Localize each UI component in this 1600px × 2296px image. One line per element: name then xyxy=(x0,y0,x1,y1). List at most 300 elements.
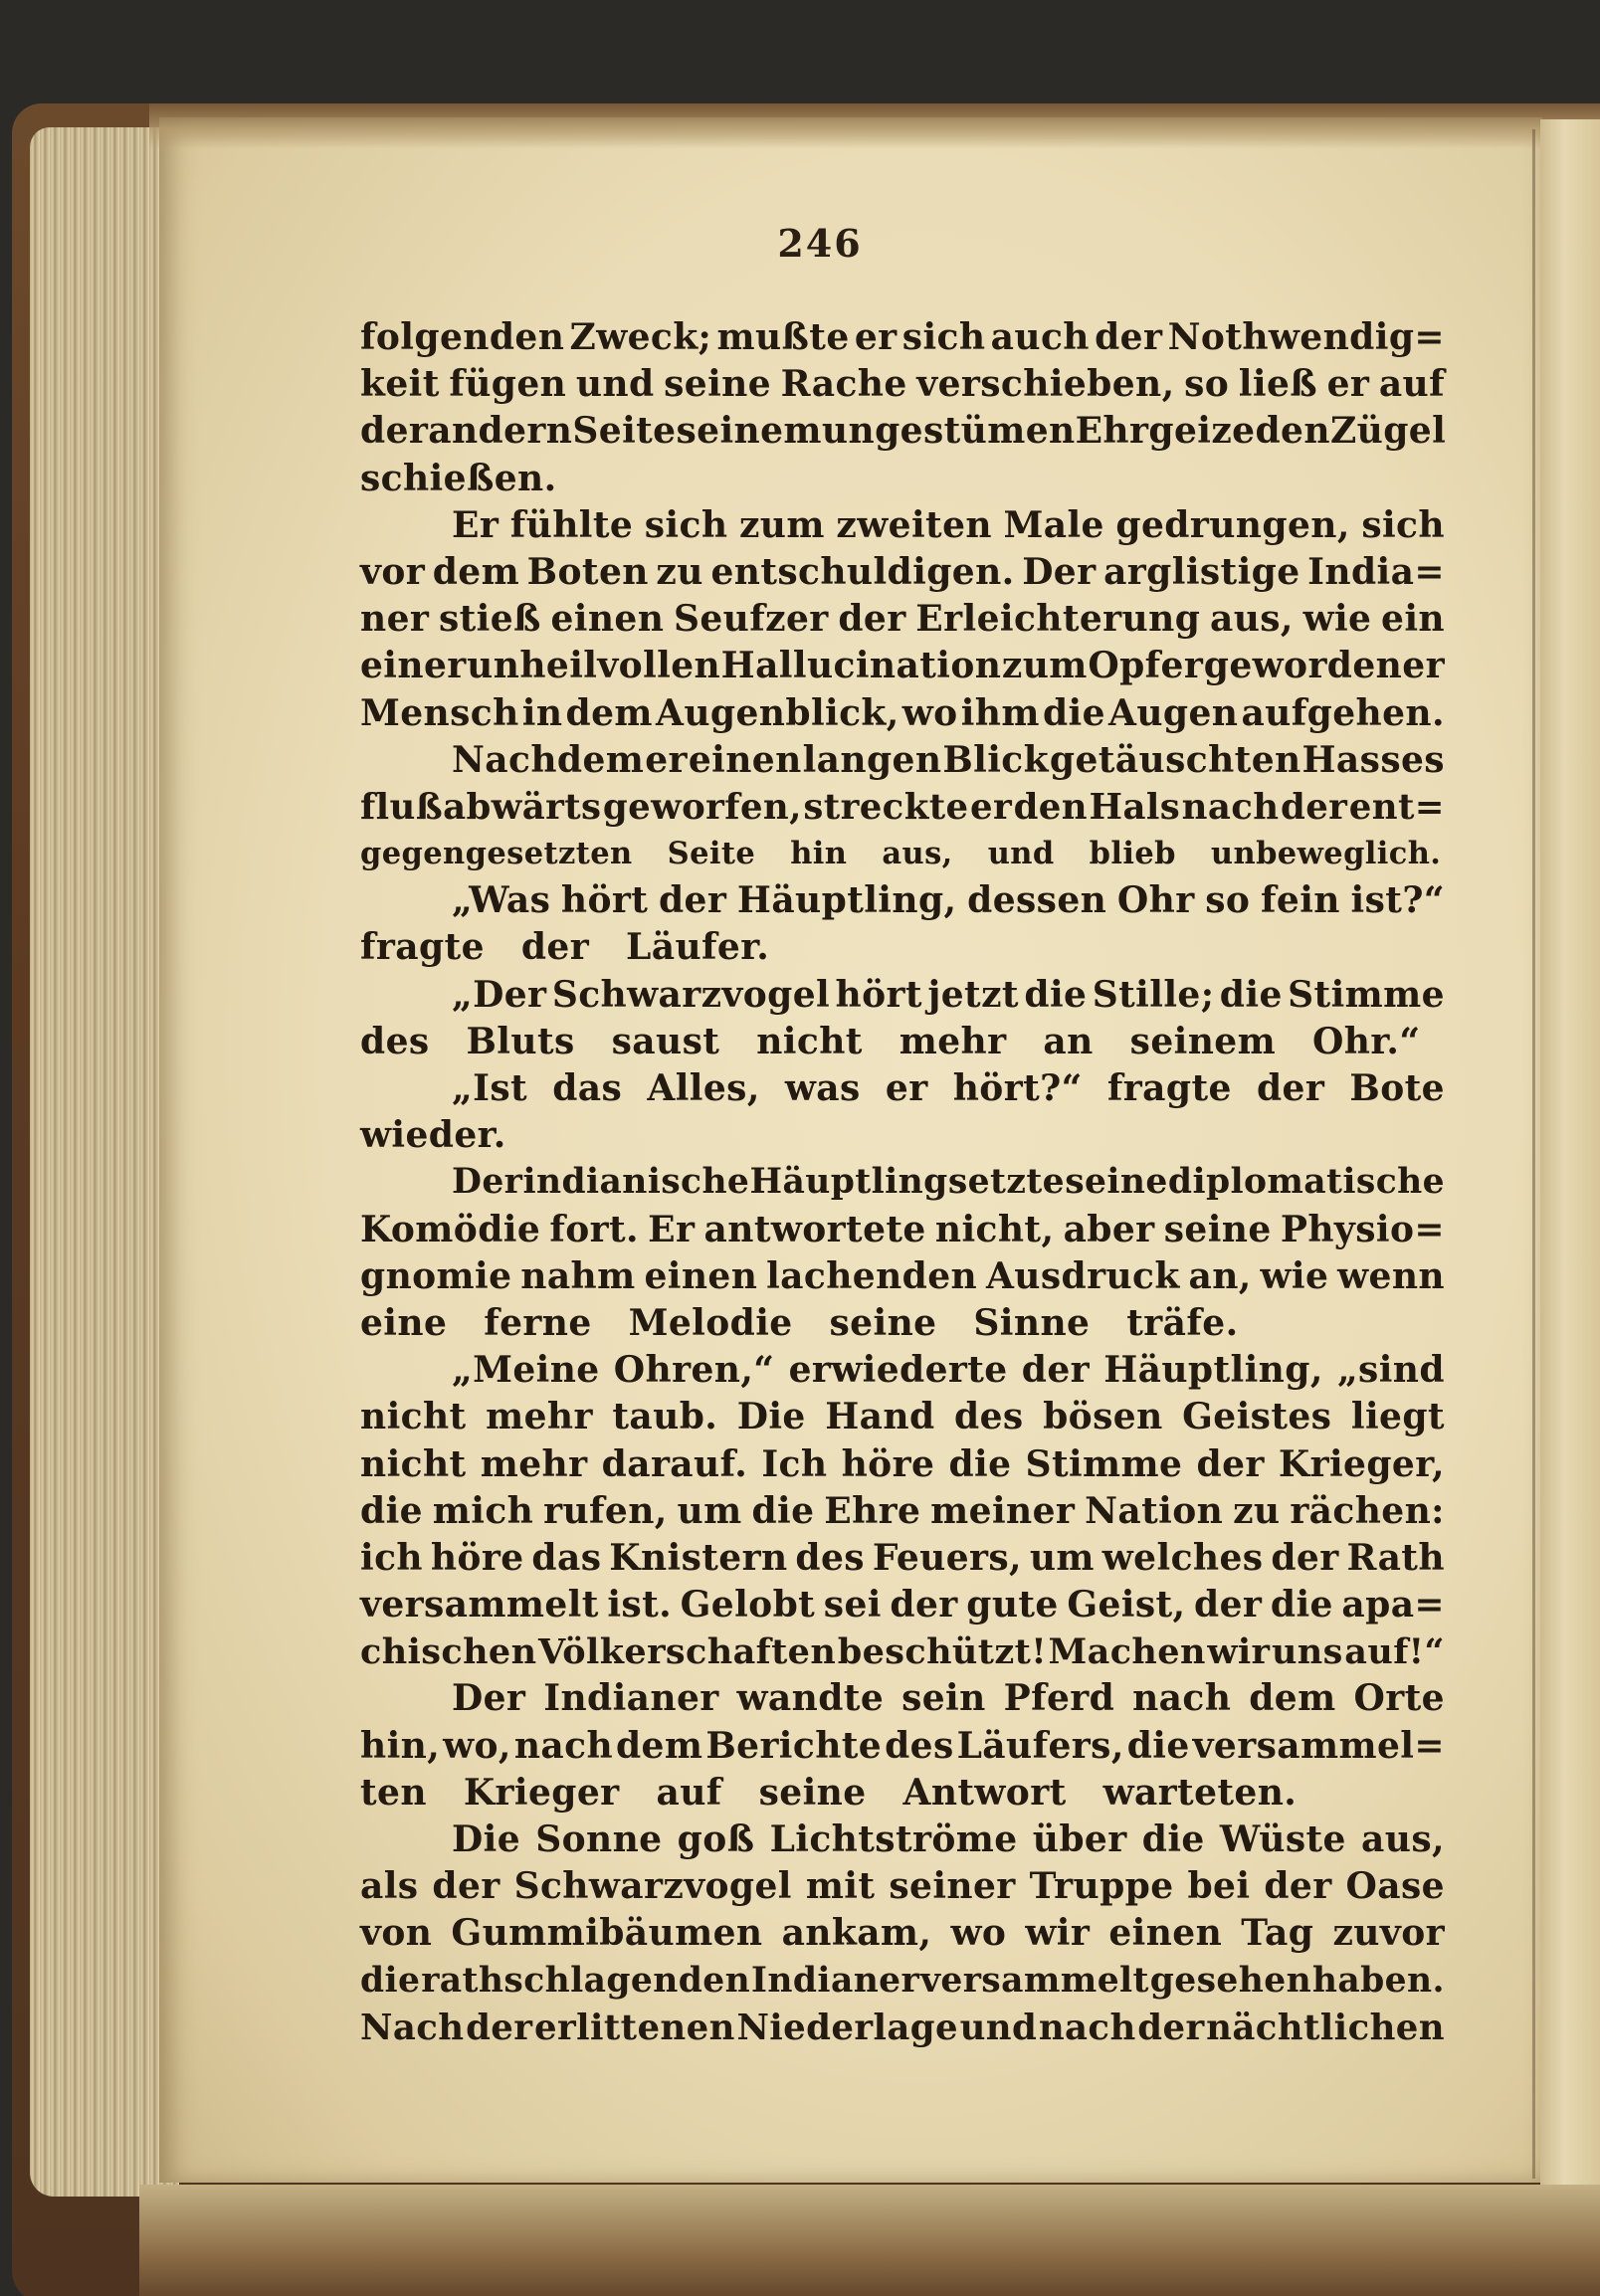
word: die xyxy=(1141,1818,1205,1860)
word: seine xyxy=(664,363,772,406)
word: Opfer xyxy=(1088,645,1204,687)
word: seine xyxy=(1163,1208,1272,1250)
word: die xyxy=(1042,691,1105,734)
text-line xyxy=(360,1582,1445,1628)
word: Geistes xyxy=(1182,1396,1332,1438)
text-line xyxy=(360,1441,1445,1488)
word: an, xyxy=(1188,1254,1252,1297)
word: auf xyxy=(1378,363,1445,406)
word: Der xyxy=(1022,550,1097,593)
word: des xyxy=(885,1724,954,1767)
word: der xyxy=(1137,2007,1205,2048)
word: Ich xyxy=(761,1442,828,1485)
word: Berichte xyxy=(705,1724,883,1767)
word: gegengesetzten xyxy=(360,836,633,872)
word: der xyxy=(466,2007,533,2048)
word: Tag xyxy=(1241,1912,1314,1955)
word: einer xyxy=(360,645,467,687)
word: Nothwendig= xyxy=(1167,316,1445,358)
word: die xyxy=(1219,973,1283,1016)
word: versammelt xyxy=(919,1960,1149,2001)
word: wo xyxy=(950,1912,1007,1955)
word: apa= xyxy=(1341,1584,1445,1626)
word: dem xyxy=(432,550,520,593)
text-line xyxy=(360,502,1445,549)
word: erwiederte xyxy=(788,1349,1008,1392)
word: wir xyxy=(1207,1631,1271,1673)
text-line xyxy=(360,1910,1445,1957)
word: einen xyxy=(644,1254,758,1297)
word: so xyxy=(1205,879,1251,922)
word: Nation xyxy=(1085,1489,1224,1532)
text-line xyxy=(360,972,1445,1019)
word: des xyxy=(360,1020,430,1062)
word: Ausdruck xyxy=(985,1254,1180,1297)
word: Antwort xyxy=(902,1771,1067,1814)
text-line xyxy=(360,549,1445,596)
word: schießen. xyxy=(360,457,557,499)
word: um xyxy=(1029,1536,1095,1579)
facing-page-edge xyxy=(1540,119,1600,2189)
word: der xyxy=(1271,1536,1339,1579)
word: Gummibäumen xyxy=(451,1912,763,1955)
word: er xyxy=(645,738,688,781)
word: fühlte xyxy=(509,503,634,546)
word: aufgehen. xyxy=(1241,691,1445,734)
word: nach xyxy=(1038,2007,1136,2048)
word: Oase xyxy=(1345,1865,1445,1908)
word: Hand xyxy=(825,1396,935,1438)
word: Nachdem xyxy=(452,738,645,781)
word: auf xyxy=(656,1771,722,1814)
word: nicht xyxy=(360,1396,467,1438)
word: ent= xyxy=(1348,786,1445,828)
word: Gelobt xyxy=(680,1584,816,1626)
word: zweiten xyxy=(836,503,992,546)
word: Der xyxy=(452,1162,523,1203)
word: aus, xyxy=(882,836,953,872)
word: des xyxy=(795,1536,865,1579)
word: keit xyxy=(360,363,440,406)
text-line xyxy=(360,456,1445,502)
word: sein xyxy=(901,1677,986,1720)
word: Ehrgeize xyxy=(1075,410,1256,453)
word: seinem xyxy=(676,410,822,453)
word: sich xyxy=(644,503,728,546)
word: haben. xyxy=(1311,1960,1445,2001)
word: „Meine xyxy=(452,1349,600,1392)
word: Machen xyxy=(1048,1631,1206,1673)
word: mehr xyxy=(480,1442,588,1485)
word: nach xyxy=(513,1724,614,1767)
word: Seufzer xyxy=(673,598,829,641)
word: der xyxy=(890,1584,958,1626)
word: Sonne xyxy=(535,1818,663,1860)
word: Alles, xyxy=(647,1067,760,1109)
word: Stimme xyxy=(1025,1442,1183,1485)
word: wo, xyxy=(443,1724,511,1767)
word: Truppe xyxy=(1029,1865,1174,1908)
word: Komödie xyxy=(360,1208,541,1250)
word: darauf. xyxy=(601,1442,748,1485)
word: Die xyxy=(452,1818,520,1860)
word: aber xyxy=(1063,1208,1155,1250)
word: erlittenen xyxy=(533,2007,735,2048)
word: beschützt! xyxy=(837,1631,1047,1673)
word: dem xyxy=(565,691,653,734)
word: India= xyxy=(1307,550,1445,593)
word: er xyxy=(885,1067,928,1109)
word: hört?“ xyxy=(952,1067,1083,1109)
word: höre xyxy=(430,1536,524,1579)
word: nach xyxy=(1181,786,1280,828)
word: ein xyxy=(1381,598,1445,641)
word: jetzt xyxy=(927,973,1019,1016)
word: ungestümen xyxy=(821,410,1076,453)
word: getäuschten xyxy=(1049,738,1301,781)
word: Seite xyxy=(572,410,677,453)
word: nicht, xyxy=(934,1208,1055,1250)
word: liegt xyxy=(1350,1396,1445,1438)
word: warteten. xyxy=(1102,1771,1298,1814)
word: Häuptling, xyxy=(736,879,957,922)
word: er xyxy=(854,316,898,358)
word: der xyxy=(1021,1349,1091,1392)
top-edge-stain xyxy=(149,103,1600,149)
text-line xyxy=(360,643,1445,689)
word: er xyxy=(969,786,1013,828)
word: unheilvollen xyxy=(467,645,721,687)
word: Hallucination xyxy=(720,645,1002,687)
word: an xyxy=(1043,1020,1094,1062)
word: zu xyxy=(656,550,703,593)
word: Rath xyxy=(1346,1536,1445,1579)
word: der xyxy=(1256,1067,1325,1109)
word: ankam, xyxy=(781,1912,932,1955)
word: Hasses xyxy=(1301,738,1445,781)
word: das xyxy=(531,1536,602,1579)
word: Orte xyxy=(1353,1677,1445,1720)
word: der xyxy=(658,879,727,922)
word: Häuptling xyxy=(749,1162,948,1203)
text-line xyxy=(360,1535,1445,1582)
word: Rache xyxy=(780,363,907,406)
text-line xyxy=(360,1863,1445,1910)
word: aus, xyxy=(1209,598,1294,641)
word: nächtlichen xyxy=(1206,2007,1445,2048)
word: eine xyxy=(360,1301,448,1344)
word: nach xyxy=(1132,1677,1232,1720)
text-line xyxy=(360,924,1445,971)
word: „Der xyxy=(452,973,547,1016)
text-line xyxy=(360,784,1445,831)
word: Mensch xyxy=(360,691,519,734)
word: folgenden xyxy=(360,316,565,358)
word: ist. xyxy=(607,1584,673,1626)
word: mehr xyxy=(899,1020,1007,1062)
text-line xyxy=(360,2005,1445,2051)
word: ist?“ xyxy=(1350,879,1445,922)
word: der xyxy=(1264,1865,1332,1908)
text-line xyxy=(360,1628,1445,1675)
word: ferne xyxy=(484,1301,592,1344)
word: stieß xyxy=(438,598,541,641)
word: Läufer. xyxy=(626,926,770,969)
word: das xyxy=(552,1067,623,1109)
word: und xyxy=(575,363,655,406)
word: seine xyxy=(1065,1162,1168,1203)
word: Seite xyxy=(667,836,756,872)
word: gesehen xyxy=(1149,1960,1312,2001)
word: mußte xyxy=(716,316,850,358)
word: hört xyxy=(835,973,922,1016)
word: so xyxy=(1184,363,1230,406)
gutter-fold xyxy=(1532,129,1535,2179)
word: diplomatische xyxy=(1167,1162,1445,1203)
word: die xyxy=(1270,1584,1333,1626)
word: ner xyxy=(360,598,430,641)
word: die xyxy=(1126,1724,1190,1767)
text-line xyxy=(360,1675,1445,1722)
text-line xyxy=(360,1253,1445,1300)
word: Pferd xyxy=(1003,1677,1115,1720)
word: „Ist xyxy=(452,1067,528,1109)
word: fragte xyxy=(360,926,485,969)
text-line xyxy=(360,361,1445,408)
word: Ohren,“ xyxy=(613,1349,775,1392)
text-line xyxy=(360,1159,1445,1206)
text-line xyxy=(360,737,1445,784)
word: rächen: xyxy=(1290,1489,1445,1532)
text-line xyxy=(360,1300,1445,1347)
text-line xyxy=(360,1207,1445,1253)
word: Indianer xyxy=(750,1960,920,2001)
word: andern xyxy=(428,410,573,453)
word: dem xyxy=(615,1724,703,1767)
word: nicht xyxy=(756,1020,863,1062)
word: Physio= xyxy=(1280,1208,1445,1250)
word: Sinne xyxy=(973,1301,1091,1344)
word: Schwarzvogel xyxy=(551,973,831,1016)
word: Zügel xyxy=(1329,410,1447,453)
text-line xyxy=(360,1065,1445,1112)
word: aus, xyxy=(1361,1818,1445,1860)
word: hin, xyxy=(360,1724,441,1767)
word: einen xyxy=(1108,1912,1223,1955)
word: einen xyxy=(688,738,802,781)
word: in xyxy=(521,691,563,734)
word: von xyxy=(360,1912,433,1955)
word: „sind xyxy=(1336,1349,1445,1392)
word: chischen xyxy=(360,1631,537,1673)
word: Krieger, xyxy=(1278,1442,1445,1485)
word: seine xyxy=(758,1771,867,1814)
word: Er xyxy=(452,503,500,546)
word: ließ xyxy=(1238,363,1318,406)
word: Feuers, xyxy=(872,1536,1022,1579)
word: Male xyxy=(1003,503,1104,546)
word: vor xyxy=(360,550,426,593)
word: fragte xyxy=(1106,1067,1232,1109)
text-line xyxy=(360,1817,1445,1863)
word: der xyxy=(838,598,906,641)
word: uns xyxy=(1271,1631,1343,1673)
word: seinem xyxy=(1129,1020,1277,1062)
text-line xyxy=(360,1019,1445,1065)
word: Schwarzvogel xyxy=(513,1865,792,1908)
text-line xyxy=(360,1347,1445,1394)
word: Melodie xyxy=(628,1301,793,1344)
word: Lichtströme xyxy=(769,1818,1018,1860)
word: Augen xyxy=(1108,691,1239,734)
word: träfe. xyxy=(1126,1301,1239,1344)
word: hört xyxy=(560,879,649,922)
word: versammelt xyxy=(360,1584,599,1626)
word: den xyxy=(1013,786,1088,828)
word: Ehre xyxy=(824,1489,921,1532)
word: der xyxy=(432,1865,500,1908)
word: flußabwärts xyxy=(360,786,602,828)
word: langen xyxy=(802,738,942,781)
word: die xyxy=(751,1489,815,1532)
text-line xyxy=(360,596,1445,643)
word: sich xyxy=(901,316,986,358)
word: Bluts xyxy=(466,1020,575,1062)
word: über xyxy=(1032,1818,1127,1860)
word: streckte xyxy=(803,786,969,828)
word: Häuptling, xyxy=(1103,1349,1323,1392)
word: die xyxy=(360,1960,421,2001)
word: Niederlage xyxy=(736,2007,958,2048)
word: mehr xyxy=(486,1396,593,1438)
word: zum xyxy=(738,503,825,546)
word: mich xyxy=(432,1489,534,1532)
word: Zweck; xyxy=(569,316,712,358)
word: des xyxy=(954,1396,1024,1438)
word: der xyxy=(1280,786,1348,828)
word: fein xyxy=(1261,879,1340,922)
word: geworfen, xyxy=(602,786,802,828)
word: Erleichterung xyxy=(915,598,1201,641)
word: Indianer xyxy=(543,1677,719,1720)
text-line xyxy=(360,1112,1445,1159)
word: taub. xyxy=(612,1396,718,1438)
word: seiner xyxy=(889,1865,1016,1908)
text-line xyxy=(360,877,1445,924)
word: Ohr xyxy=(1116,879,1195,922)
page-number: 246 xyxy=(777,221,863,266)
word: fort. xyxy=(549,1208,639,1250)
text-line xyxy=(360,408,1445,455)
word: zuvor xyxy=(1332,1912,1445,1955)
word: nahm xyxy=(520,1254,636,1297)
word: seine xyxy=(829,1301,937,1344)
word: setzte xyxy=(947,1162,1065,1203)
word: Die xyxy=(736,1396,806,1438)
word: die xyxy=(360,1489,423,1532)
bottom-page-edge xyxy=(139,2185,1600,2296)
word: höre xyxy=(841,1442,935,1485)
text-line xyxy=(360,690,1445,737)
word: Augenblick, xyxy=(656,691,900,734)
text-line xyxy=(360,831,1445,877)
word: Stimme xyxy=(1288,973,1445,1016)
word: zu xyxy=(1233,1489,1281,1532)
word: indianische xyxy=(522,1162,750,1203)
word: wie xyxy=(1302,598,1372,641)
word: verschieben, xyxy=(916,363,1175,406)
word: Stille; xyxy=(1092,973,1215,1016)
word: auf!“ xyxy=(1344,1631,1445,1673)
word: wie xyxy=(1260,1254,1329,1297)
text-line xyxy=(360,1723,1445,1770)
word: versammel= xyxy=(1192,1724,1445,1767)
word: er xyxy=(1326,363,1370,406)
word: gewordener xyxy=(1203,645,1445,687)
word: Boten xyxy=(526,550,649,593)
word: wenn xyxy=(1337,1254,1445,1297)
word: was xyxy=(784,1067,861,1109)
word: hin xyxy=(790,836,848,872)
word: welches xyxy=(1101,1536,1264,1579)
word: der xyxy=(1194,1584,1263,1626)
text-line xyxy=(360,1958,1445,2005)
word: sich xyxy=(1361,503,1445,546)
text-line xyxy=(360,314,1445,361)
word: Läufers, xyxy=(956,1724,1124,1767)
word: nicht xyxy=(360,1442,467,1485)
body-text xyxy=(360,314,1445,2051)
word: der xyxy=(360,410,429,453)
word: gute xyxy=(966,1584,1059,1626)
word: unbeweglich. xyxy=(1210,836,1442,872)
word: wo xyxy=(901,691,958,734)
word: zum xyxy=(1001,645,1088,687)
word: der xyxy=(1095,316,1163,358)
word: Bote xyxy=(1349,1067,1445,1109)
word: dessen xyxy=(967,879,1107,922)
word: lachenden xyxy=(766,1254,978,1297)
word: blieb xyxy=(1089,836,1176,872)
text-line xyxy=(360,1394,1445,1440)
word: bei xyxy=(1187,1865,1251,1908)
word: Blick xyxy=(942,738,1049,781)
text-line xyxy=(360,1488,1445,1535)
word: rufen, xyxy=(543,1489,668,1532)
word: ten xyxy=(360,1771,427,1814)
word: mit xyxy=(805,1865,876,1908)
word: bösen xyxy=(1043,1396,1163,1438)
word: „Was xyxy=(452,879,551,922)
word: fügen xyxy=(449,363,567,406)
word: der xyxy=(1196,1442,1265,1485)
word: Knistern xyxy=(609,1536,788,1579)
word: und xyxy=(987,836,1055,872)
word: antwortete xyxy=(703,1208,926,1250)
word: wieder. xyxy=(360,1114,506,1157)
word: und xyxy=(959,2007,1038,2048)
word: ich xyxy=(360,1536,423,1579)
word: wir xyxy=(1025,1912,1091,1955)
word: der xyxy=(520,926,590,969)
text-line xyxy=(360,1770,1445,1817)
word: saust xyxy=(611,1020,720,1062)
word: wandte xyxy=(736,1677,885,1720)
word: Er xyxy=(648,1208,696,1250)
word: gedrungen, xyxy=(1115,503,1350,546)
word: rathschlagenden xyxy=(421,1960,751,2001)
word: Völkerschaften xyxy=(537,1631,837,1673)
